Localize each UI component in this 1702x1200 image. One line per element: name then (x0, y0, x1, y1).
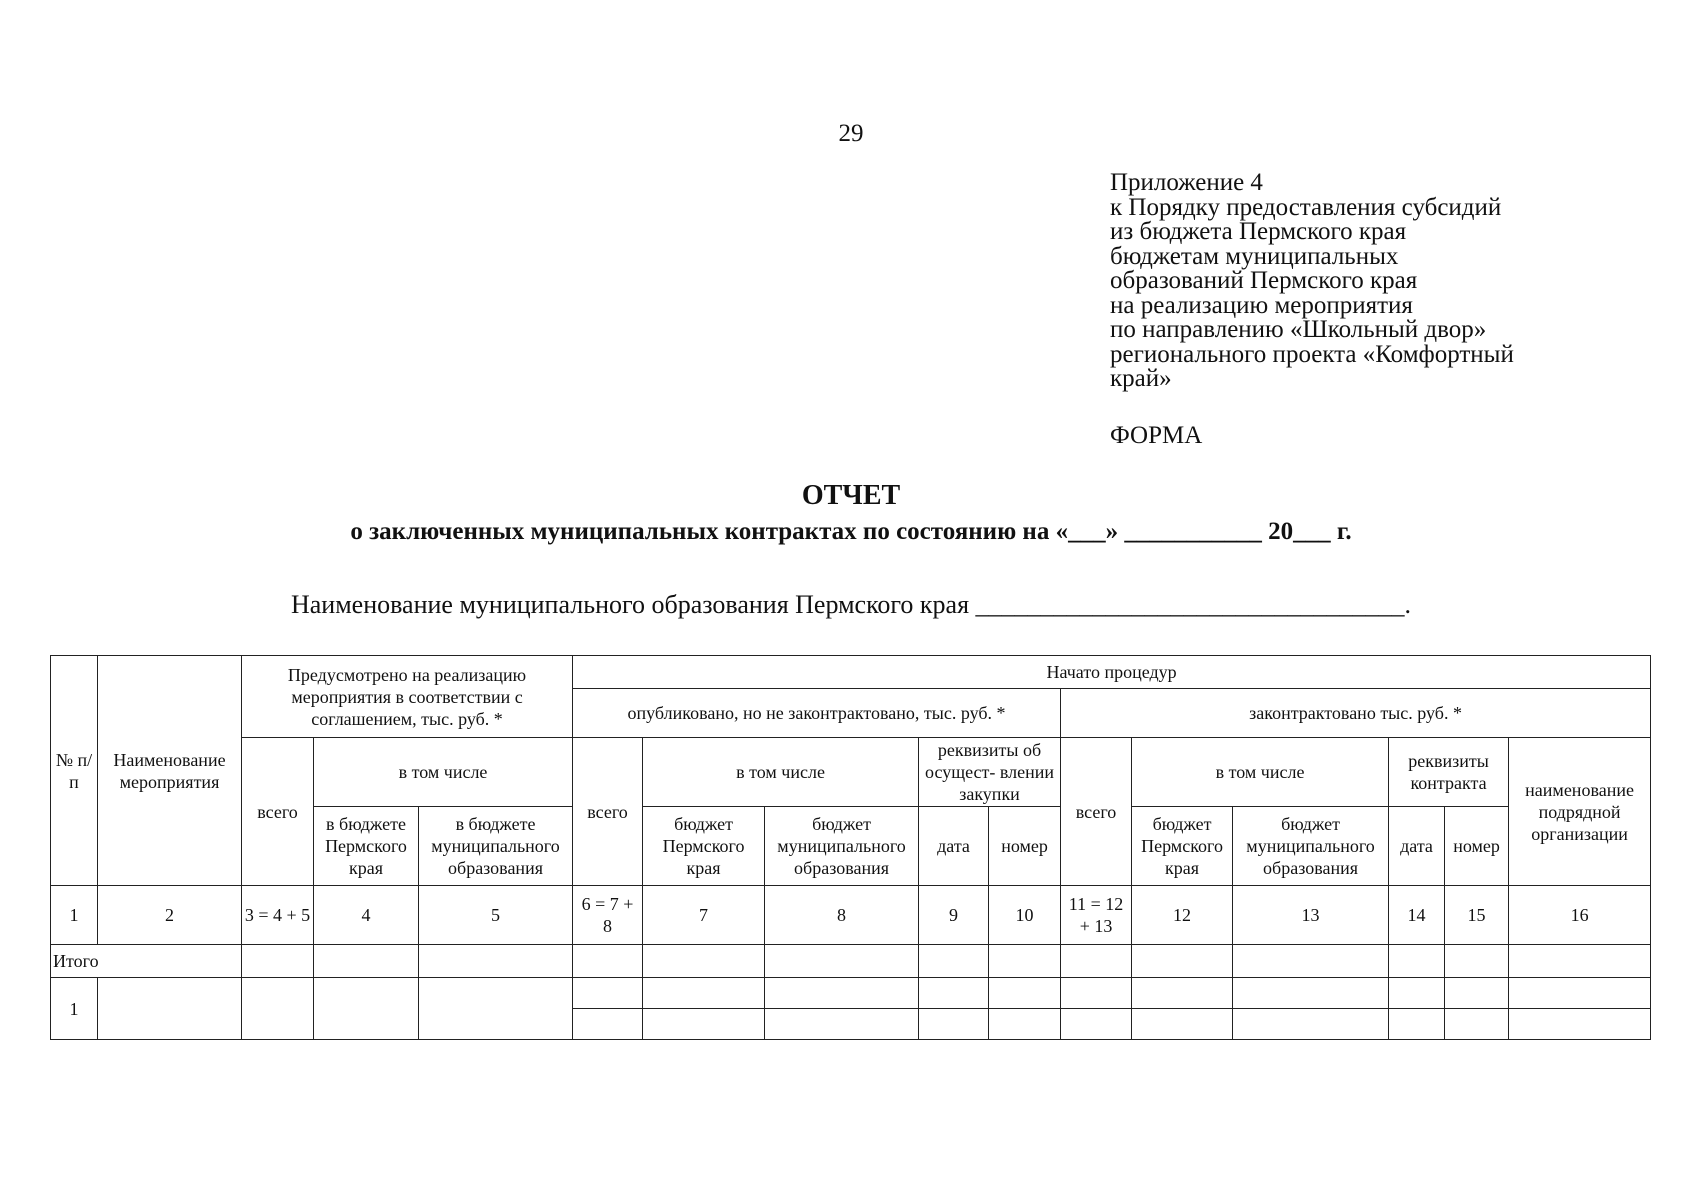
header-budget-region: в бюджете Пермского края (314, 807, 419, 886)
header-including: в том числе (314, 738, 573, 807)
table-cell (1445, 978, 1509, 1009)
appendix-line: край» (1110, 365, 1172, 392)
appendix-line: из бюджета Пермского края (1110, 218, 1407, 245)
appendix-line: к Порядку предоставления субсидий (1110, 193, 1502, 221)
total-row (51, 945, 1651, 978)
header-date: дата (1389, 807, 1445, 886)
column-number: 7 (643, 886, 765, 945)
table-cell (573, 1009, 643, 1040)
table-cell (573, 978, 643, 1009)
header-including: в том числе (643, 738, 919, 807)
table-cell (1445, 945, 1509, 978)
header-no: № п/п (51, 656, 98, 886)
table-cell (1132, 1009, 1233, 1040)
table-cell (1389, 1009, 1445, 1040)
report-table (50, 655, 1651, 1040)
column-number: 8 (765, 886, 919, 945)
appendix-line: образований Пермского края (1110, 267, 1418, 294)
table-cell (314, 978, 419, 1040)
table-cell (765, 1009, 919, 1040)
table-cell (1509, 945, 1651, 978)
appendix-line: на реализацию мероприятия (1110, 291, 1413, 319)
page-number: 29 (838, 120, 864, 147)
header-budget-municipal: в бюджете муниципального образования (419, 807, 573, 886)
column-number: 1 (51, 886, 98, 945)
table-cell (919, 945, 989, 978)
table-cell (1389, 945, 1445, 978)
table-cell (643, 978, 765, 1009)
table-cell (919, 978, 989, 1009)
table-cell (1061, 1009, 1132, 1040)
header-number: номер (989, 807, 1061, 886)
table-cell (1509, 1009, 1651, 1040)
table-cell (573, 945, 643, 978)
column-number: 10 (989, 886, 1061, 945)
report-subtitle: о заключенных муниципальных контрактах по состоянию на «___» ___________ 20___ г. (350, 518, 1352, 545)
table-cell (242, 945, 314, 978)
table-cell (1445, 1009, 1509, 1040)
table-cell (765, 945, 919, 978)
table-cell (643, 945, 765, 978)
column-number: 4 (314, 886, 419, 945)
column-number: 3 = 4 + 5 (242, 886, 314, 945)
header-total: всего (573, 738, 643, 886)
header-contractor: наименование подрядной организации (1509, 738, 1651, 886)
column-number: 5 (419, 886, 573, 945)
table-cell (1132, 978, 1233, 1009)
table-cell (765, 978, 919, 1009)
table-cell (1132, 945, 1233, 978)
table-cell (314, 945, 419, 978)
header-procurement-details: реквизиты об осущест- влении закупки (919, 738, 1061, 807)
column-number: 11 = 12 + 13 (1061, 886, 1132, 945)
header-event-name: Наименование мероприятия (98, 656, 242, 886)
table-cell (1233, 945, 1389, 978)
table-cell (1389, 978, 1445, 1009)
column-number: 13 (1233, 886, 1389, 945)
header-number: номер (1445, 807, 1509, 886)
appendix-line: регионального проекта «Комфортный (1110, 340, 1514, 368)
table-cell (1061, 978, 1132, 1009)
table-cell (419, 978, 573, 1040)
header-provided: Предусмотрено на реализацию мероприятия в соответствии с соглашением, тыс. руб. * (242, 656, 573, 738)
column-number: 14 (1389, 886, 1445, 945)
header-budget-region: бюджет Пермского края (1132, 807, 1233, 886)
form-label: ФОРМА (1110, 422, 1203, 449)
header-contracted: законтрактовано тыс. руб. * (1061, 689, 1651, 738)
table-row (51, 978, 1651, 1009)
column-number: 15 (1445, 886, 1509, 945)
header-budget-municipal: бюджет муниципального образования (765, 807, 919, 886)
header-contract-details: реквизиты контракта (1389, 738, 1509, 807)
table-cell (98, 978, 242, 1040)
header-total: всего (242, 738, 314, 886)
column-number: 12 (1132, 886, 1233, 945)
report-title: ОТЧЕТ (801, 480, 901, 511)
appendix-line: бюджетам муниципальных (1110, 242, 1399, 270)
municipality-line: Наименование муниципального образования Пермского края _________________________________. (290, 590, 1412, 619)
appendix-block (1110, 171, 1670, 392)
column-number: 6 = 7 + 8 (573, 886, 643, 945)
header-budget-municipal: бюджет муниципального образования (1233, 807, 1389, 886)
table-cell (643, 1009, 765, 1040)
table-cell (242, 978, 314, 1040)
appendix-line: Приложение 4 (1110, 169, 1263, 196)
row-number: 1 (51, 978, 98, 1040)
table-cell (419, 945, 573, 978)
table-cell (989, 978, 1061, 1009)
column-number: 9 (919, 886, 989, 945)
table-cell (1233, 1009, 1389, 1040)
table-cell (989, 945, 1061, 978)
header-started: Начато процедур (573, 656, 1651, 689)
header-total: всего (1061, 738, 1132, 886)
header-published: опубликовано, но не законтрактовано, тыс. руб. * (573, 689, 1061, 738)
table-cell (1061, 945, 1132, 978)
header-including: в том числе (1132, 738, 1389, 807)
table-cell (989, 1009, 1061, 1040)
table-cell (1233, 978, 1389, 1009)
table-cell (919, 1009, 989, 1040)
appendix-line: по направлению «Школьный двор» (1110, 316, 1487, 343)
column-number: 16 (1509, 886, 1651, 945)
column-number: 2 (98, 886, 242, 945)
table-cell (1509, 978, 1651, 1009)
header-date: дата (919, 807, 989, 886)
header-budget-region: бюджет Пермского края (643, 807, 765, 886)
total-label: Итого (51, 945, 242, 978)
column-number-row (51, 886, 1651, 945)
